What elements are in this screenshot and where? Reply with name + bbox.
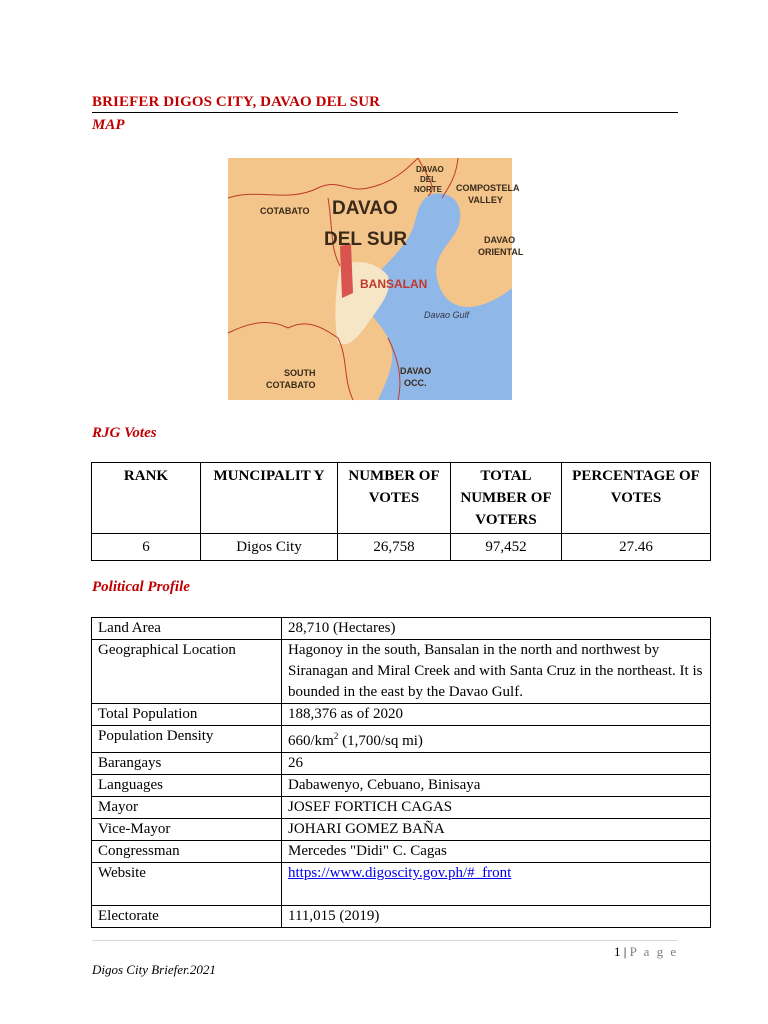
page-number-value: 1 | bbox=[614, 944, 627, 959]
value-barangays: 26 bbox=[282, 753, 711, 775]
value-density bbox=[282, 726, 711, 753]
table-row bbox=[92, 726, 711, 753]
map-image bbox=[228, 158, 524, 400]
col-header: PERCENTAGE OF VOTES bbox=[562, 463, 711, 534]
value-languages: Dabawenyo, Cebuano, Binisaya bbox=[282, 775, 711, 797]
votes-heading: RJG Votes bbox=[92, 425, 157, 441]
page-number bbox=[614, 944, 678, 960]
value-congressman: Mercedes "Didi" C. Cagas bbox=[282, 841, 711, 863]
density-superscript: 2 bbox=[333, 731, 339, 741]
map-label: COTABATO bbox=[266, 380, 316, 390]
label-land-area: Land Area bbox=[92, 618, 282, 640]
footer-divider bbox=[92, 940, 678, 941]
col-header: RANK bbox=[92, 463, 201, 534]
label-electorate: Electorate bbox=[92, 906, 282, 928]
profile-heading: Political Profile bbox=[92, 579, 190, 595]
label-geo-location: Geographical Location bbox=[92, 640, 282, 704]
cell-percentage: 27.46 bbox=[562, 534, 711, 561]
cell-votes: 26,758 bbox=[338, 534, 451, 561]
map-label: VALLEY bbox=[468, 195, 503, 205]
political-profile-table bbox=[91, 617, 711, 928]
table-row bbox=[92, 534, 711, 561]
map-label: DAVAO bbox=[484, 235, 516, 245]
table-row bbox=[92, 775, 711, 797]
table-header-row bbox=[92, 463, 711, 534]
cell-municipality: Digos City bbox=[201, 534, 338, 561]
label-vice-mayor: Vice-Mayor bbox=[92, 819, 282, 841]
table-row bbox=[92, 797, 711, 819]
label-barangays: Barangays bbox=[92, 753, 282, 775]
map-label: OCC. bbox=[404, 378, 427, 388]
label-density: Population Density bbox=[92, 726, 282, 753]
map-label: ORIENTAL bbox=[478, 247, 524, 257]
density-value: 660/km bbox=[288, 733, 334, 749]
value-land-area: 28,710 (Hectares) bbox=[282, 618, 711, 640]
map-label: DEL bbox=[420, 175, 436, 184]
davao-del-sur-map bbox=[228, 158, 524, 400]
table-row bbox=[92, 618, 711, 640]
table-row bbox=[92, 640, 711, 704]
map-label: DAVAO bbox=[332, 198, 398, 219]
table-row bbox=[92, 704, 711, 726]
website-link[interactable]: https://www.digoscity.gov.ph/#_front bbox=[288, 865, 512, 881]
label-mayor: Mayor bbox=[92, 797, 282, 819]
map-label-bansalan: BANSALAN bbox=[360, 277, 428, 291]
footer-text: Digos City Briefer.2021 bbox=[92, 962, 216, 977]
cell-total-voters: 97,452 bbox=[451, 534, 562, 561]
value-website bbox=[282, 863, 711, 906]
table-row bbox=[92, 906, 711, 928]
value-geo-location: Hagonoy in the south, Bansalan in the north and northwest by Siranagan and Miral Creek and with Santa Cruz in the northeast. It is bounded in the east by the Davao Gulf. bbox=[282, 640, 711, 704]
table-row bbox=[92, 841, 711, 863]
col-header: NUMBER OF VOTES bbox=[338, 463, 451, 534]
votes-table bbox=[91, 462, 711, 561]
value-population: 188,376 as of 2020 bbox=[282, 704, 711, 726]
label-congressman: Congressman bbox=[92, 841, 282, 863]
map-label: DAVAO bbox=[400, 366, 432, 376]
density-imperial: (1,700/sq mi) bbox=[338, 733, 423, 749]
label-website: Website bbox=[92, 863, 282, 906]
page-word: P a g e bbox=[629, 944, 679, 959]
label-population: Total Population bbox=[92, 704, 282, 726]
map-label: COMPOSTELA bbox=[456, 183, 520, 193]
map-label: SOUTH bbox=[284, 368, 316, 378]
col-header: TOTAL NUMBER OF VOTERS bbox=[451, 463, 562, 534]
map-label: COTABATO bbox=[260, 206, 310, 216]
value-mayor: JOSEF FORTICH CAGAS bbox=[282, 797, 711, 819]
label-languages: Languages bbox=[92, 775, 282, 797]
table-row bbox=[92, 819, 711, 841]
map-label: NORTE bbox=[414, 185, 442, 194]
map-label: DEL SUR bbox=[324, 229, 408, 250]
value-vice-mayor: JOHARI GOMEZ BAÑA bbox=[282, 819, 711, 841]
value-electorate: 111,015 (2019) bbox=[282, 906, 711, 928]
cell-rank: 6 bbox=[92, 534, 201, 561]
table-row bbox=[92, 863, 711, 906]
table-row bbox=[92, 753, 711, 775]
document-title: BRIEFER DIGOS CITY, DAVAO DEL SUR bbox=[92, 94, 678, 113]
col-header: MUNCIPALIT Y bbox=[201, 463, 338, 534]
map-label-gulf: Davao Gulf bbox=[424, 310, 470, 320]
map-heading: MAP bbox=[92, 117, 125, 133]
map-label: DAVAO bbox=[416, 165, 444, 174]
